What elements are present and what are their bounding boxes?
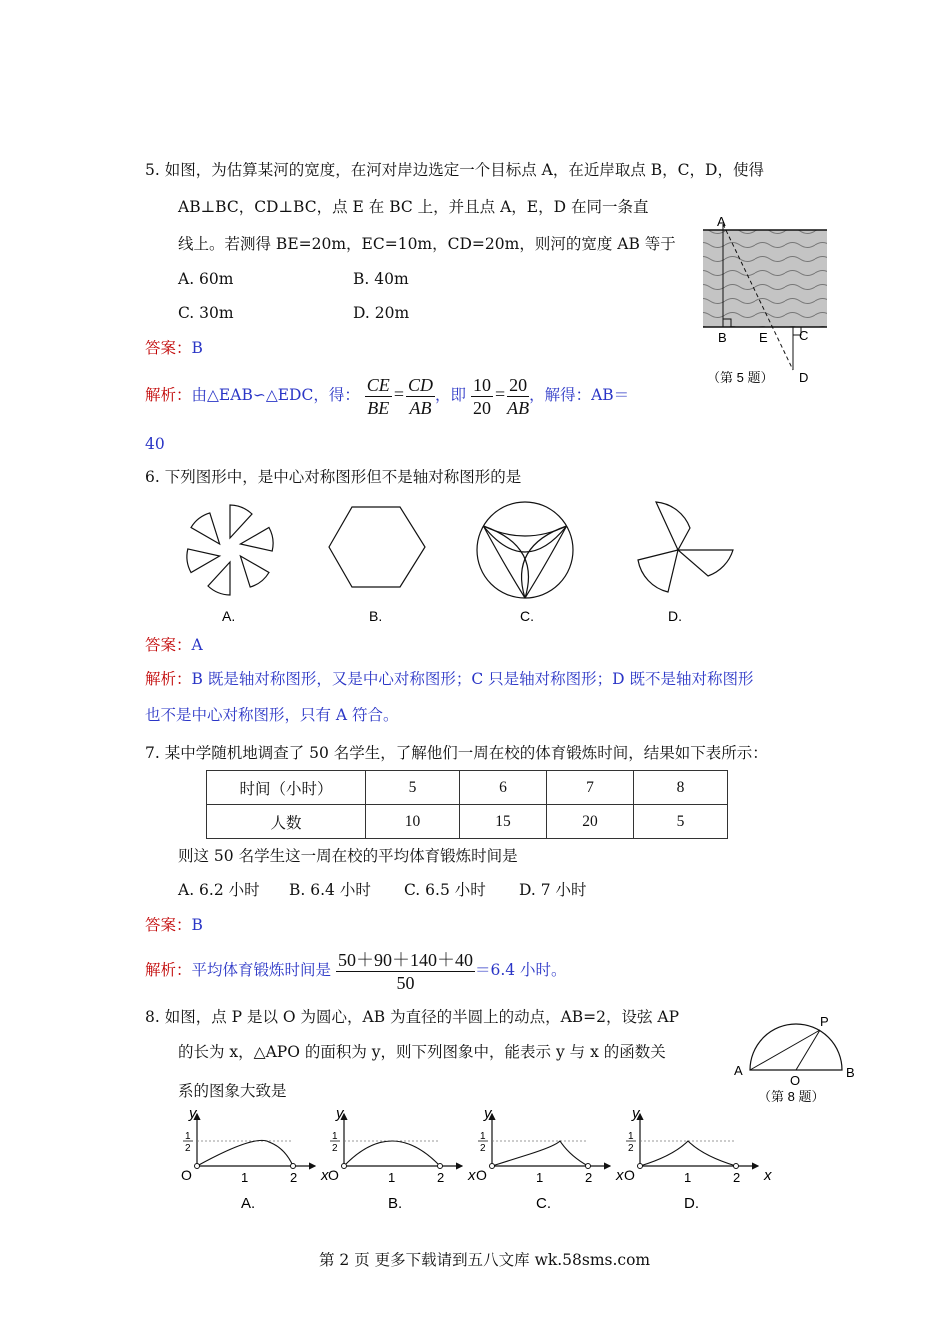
y-axis-label: y <box>484 1105 492 1122</box>
table-cell: 15 <box>460 805 547 839</box>
answer-value: B <box>191 916 203 934</box>
table-cell: 时间（小时） <box>207 771 366 805</box>
table-cell: 7 <box>547 771 634 805</box>
tick-label-two: 2 <box>437 1170 445 1185</box>
q7-data-table <box>206 770 728 839</box>
function-curve <box>344 1141 440 1166</box>
sector-120 <box>229 556 269 592</box>
figure-b-label: B. <box>369 608 383 624</box>
page-footer: 第 2 页 更多下载请到五八文库 wk.58sms.com <box>319 1251 651 1269</box>
open-point-two <box>438 1164 443 1169</box>
tick-label-half-numerator: 1 <box>480 1131 486 1142</box>
fraction-ce-be: $\frac{CE}{BE}$ <box>366 374 390 418</box>
label-p: P <box>820 1014 829 1029</box>
q5-option-b: B. 40m <box>353 270 409 288</box>
q8-graphs <box>170 1106 770 1216</box>
q7-option-a: A. 6.2 小时 <box>178 881 260 899</box>
label-b: B <box>846 1065 855 1080</box>
x-axis-label: x <box>468 1167 476 1184</box>
graph-b <box>328 1105 476 1212</box>
table-row <box>207 805 728 839</box>
q5-stem-line2: AB⊥BC，CD⊥BC，点 E 在 BC 上，并且点 A，E，D 在同一条直 <box>178 198 649 216</box>
equals-sign: = <box>393 384 404 404</box>
q7-analysis <box>145 946 567 994</box>
q7-option-c: C. 6.5 小时 <box>404 881 486 899</box>
sector-240 <box>180 537 220 573</box>
tick-label-two: 2 <box>290 1170 298 1185</box>
graph-c <box>476 1105 624 1212</box>
river-waves <box>703 230 827 327</box>
analysis-mid: ，即 <box>434 386 466 404</box>
fraction-20-ab: $\frac{20}{AB}$ <box>507 374 530 418</box>
analysis-text: B 既是轴对称图形，又是中心对称图形；C 只是轴对称图形；D 既不是轴对称图形 <box>191 670 754 688</box>
figure-c-label: C. <box>520 608 534 624</box>
analysis-result: ＝6.4 小时。 <box>474 961 567 979</box>
q7-question: 则这 50 名学生这一周在校的平均体育锻炼时间是 <box>178 847 518 865</box>
q5-analysis-result: 40 <box>145 435 165 453</box>
analysis-end: ，解得：AB＝ <box>529 386 630 404</box>
origin-label: O <box>328 1167 339 1183</box>
label-d: D <box>799 370 809 385</box>
open-point-two <box>734 1164 739 1169</box>
figure-b-hexagon <box>329 507 425 587</box>
q6-stem: 6. 下列图形中，是中心对称图形但不是轴对称图形的是 <box>145 468 522 486</box>
semicircle <box>750 1024 842 1070</box>
q7-option-d: D. 7 小时 <box>519 881 587 899</box>
q8-stem-line1: 8. 如图，点 P 是以 O 为圆心，AB 为直径的半圆上的动点，AB=2，设弦 AP <box>145 1008 680 1026</box>
tick-label-one: 1 <box>684 1170 692 1185</box>
table-cell: 10 <box>366 805 460 839</box>
function-curve <box>197 1140 293 1166</box>
x-axis-label: x <box>616 1167 624 1184</box>
table-cell: 20 <box>547 805 634 839</box>
sector-60 <box>240 528 280 564</box>
answer-label: 答案： <box>145 339 192 357</box>
open-point-two <box>586 1164 591 1169</box>
figure-a-pinwheel <box>180 505 280 595</box>
graph-option-label: A. <box>241 1195 256 1212</box>
q5-answer <box>145 337 203 359</box>
q5-stem-line3: 线上。若测得 BE=20m，EC=10m，CD=20m，则河的宽度 AB 等于 <box>178 235 676 253</box>
open-point-origin <box>490 1164 495 1169</box>
analysis-label: 解析： <box>145 386 192 404</box>
figure-a-label: A. <box>222 608 236 624</box>
answer-value: A <box>191 636 203 654</box>
label-o: O <box>790 1073 801 1088</box>
q5-analysis <box>145 370 629 418</box>
label-a: A <box>734 1063 743 1078</box>
tick-label-half-denominator: 2 <box>480 1143 486 1154</box>
analysis-text: 由△EAB∽△EDC，得： <box>191 386 360 404</box>
q6-analysis-line2: 也不是中心对称图形，只有 A 符合。 <box>145 706 399 724</box>
label-b: B <box>718 330 727 345</box>
graph-d <box>624 1105 772 1212</box>
q7-option-b: B. 6.4 小时 <box>289 881 371 899</box>
tick-label-one: 1 <box>388 1170 396 1185</box>
fraction-cd-ab: $\frac{CD}{AB}$ <box>407 374 433 418</box>
label-a: A <box>717 214 726 229</box>
function-curve <box>640 1141 736 1166</box>
origin-label: O <box>476 1167 487 1183</box>
equals-sign: = <box>494 384 506 404</box>
tick-label-two: 2 <box>585 1170 593 1185</box>
figure-d-label: D. <box>668 608 682 624</box>
tick-label-half-numerator: 1 <box>628 1131 634 1142</box>
open-point-origin <box>195 1164 200 1169</box>
tick-label-half-numerator: 1 <box>332 1131 338 1142</box>
q6-analysis-line1 <box>145 668 753 690</box>
analysis-label: 解析： <box>145 670 192 688</box>
table-cell: 8 <box>634 771 728 805</box>
table-cell: 人数 <box>207 805 366 839</box>
tick-label-two: 2 <box>733 1170 741 1185</box>
label-c: C <box>799 328 809 343</box>
tick-label-half-denominator: 2 <box>628 1143 634 1154</box>
fraction-10-20: $\frac{10}{20}$ <box>472 374 491 418</box>
graph-option-label: D. <box>684 1195 699 1212</box>
q7-answer <box>145 914 203 936</box>
table-cell: 6 <box>460 771 547 805</box>
tick-label-half-denominator: 2 <box>185 1143 191 1154</box>
origin-label: O <box>181 1167 192 1183</box>
answer-label: 答案： <box>145 916 192 934</box>
q5-option-a: A. 60m <box>178 270 234 288</box>
q5-option-d: D. 20m <box>353 304 410 322</box>
sector-0 <box>230 505 252 538</box>
graph-option-label: B. <box>388 1195 403 1212</box>
tick-label-one: 1 <box>241 1170 249 1185</box>
sector-300 <box>191 508 231 544</box>
open-point-origin <box>342 1164 347 1169</box>
y-axis-label: y <box>189 1105 197 1122</box>
q8-stem-line2: 的长为 x，△APO 的面积为 y，则下列图象中，能表示 y 与 x 的函数关 <box>178 1043 666 1061</box>
figure-caption: （第 8 题） <box>758 1089 825 1104</box>
q5-option-c: C. 30m <box>178 304 234 322</box>
figure-caption: （第 5 题） <box>707 370 774 385</box>
q8-stem-line3: 系的图象大致是 <box>178 1082 287 1100</box>
origin-label: O <box>624 1167 635 1183</box>
figure-c-circle-arcs <box>477 502 573 598</box>
figure-d-three-blades <box>638 502 733 592</box>
graph-a <box>181 1105 329 1212</box>
q5-river-figure <box>695 210 835 390</box>
q8-semicircle-figure <box>730 1008 865 1110</box>
sector-180 <box>208 562 230 595</box>
answer-label: 答案： <box>145 636 192 654</box>
tick-label-half-numerator: 1 <box>185 1131 191 1142</box>
tick-label-half-denominator: 2 <box>332 1143 338 1154</box>
analysis-text: 平均体育锻炼时间是 <box>191 961 332 979</box>
x-axis-label: x <box>321 1167 329 1184</box>
tick-label-one: 1 <box>536 1170 544 1185</box>
q5-stem-line1: 5. 如图，为估算某河的宽度，在河对岸边选定一个目标点 A，在近岸取点 B，C，D，使得 <box>145 161 764 179</box>
analysis-label: 解析： <box>145 961 192 979</box>
table-cell: 5 <box>366 771 460 805</box>
open-point-two <box>291 1164 296 1169</box>
fraction-average: $\frac{50+90+140+40}{50}$ <box>337 949 473 993</box>
q6-answer <box>145 634 203 656</box>
answer-value: B <box>191 339 203 357</box>
table-cell: 5 <box>634 805 728 839</box>
label-e: E <box>759 330 768 345</box>
y-axis-label: y <box>632 1105 640 1122</box>
q6-figures <box>170 495 770 627</box>
q7-stem: 7. 某中学随机地调查了 50 名学生，了解他们一周在校的体育锻炼时间，结果如下表所示： <box>145 744 768 762</box>
function-curve <box>492 1141 588 1166</box>
y-axis-label: y <box>336 1105 344 1122</box>
open-point-origin <box>638 1164 643 1169</box>
graph-option-label: C. <box>536 1195 551 1212</box>
x-axis-label: x <box>764 1167 772 1184</box>
table-row <box>207 771 728 805</box>
